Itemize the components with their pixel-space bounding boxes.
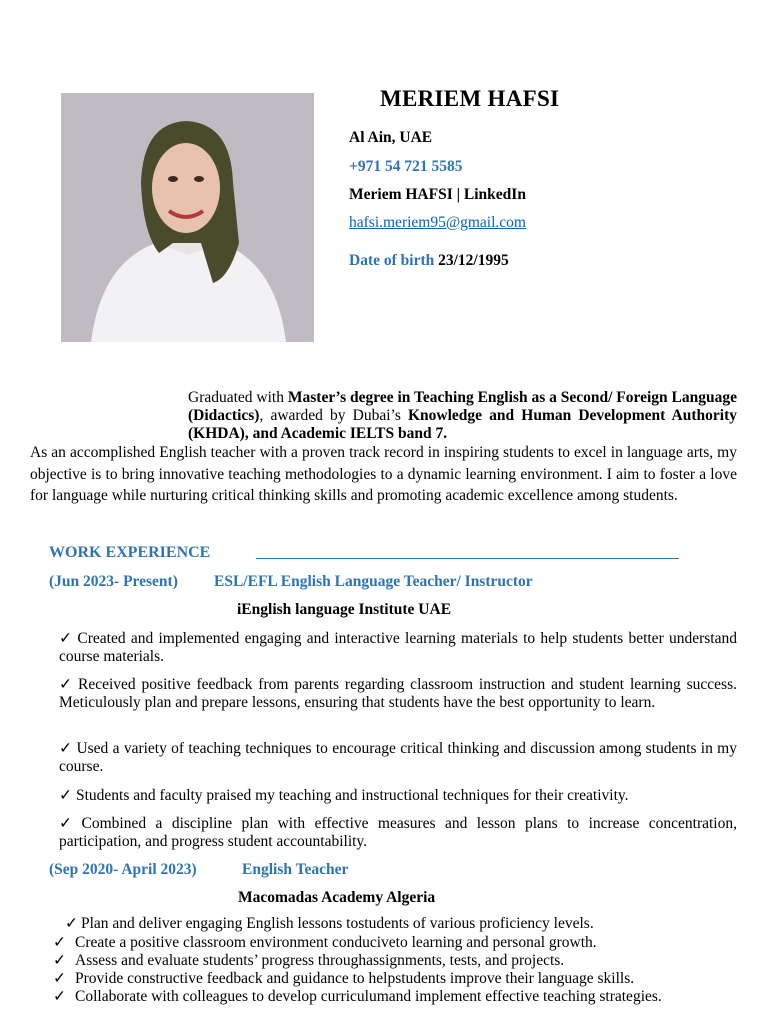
job-period: (Sep 2020- April 2023) — [49, 861, 197, 878]
list-item — [59, 630, 737, 666]
bullet-text: Received positive feedback from parents regarding classroom instruction and student learning success. Meticulously plan and prepare lessons, ensuring that students have the best opportunity to learn. — [59, 676, 737, 711]
checkmark-icon: ✓ — [53, 934, 66, 951]
summary-degree: Master’s degree in Teaching English as a Second/ Foreign Language (Didactics) — [188, 389, 737, 424]
date-of-birth — [349, 252, 509, 270]
dob-label: Date of birth — [349, 252, 435, 269]
bullet-text: Created and implemented engaging and interactive learning materials to help students better understand course materials. — [59, 630, 737, 665]
location: Al Ain, UAE — [349, 129, 433, 146]
list-item — [53, 952, 743, 970]
section-title-work-experience: WORK EXPERIENCE — [49, 544, 211, 561]
bullet-text: Plan and deliver engaging English lessons tostudents of various proficiency levels. — [81, 915, 594, 932]
bullet-text: Create a positive classroom environment conduciveto learning and personal growth. — [75, 934, 597, 951]
bullet-text: Assess and evaluate students’ progress throughassignments, tests, and projects. — [75, 952, 565, 969]
summary-text: Graduated with — [188, 389, 288, 406]
job-title: English Teacher — [242, 861, 349, 878]
bullet-text: Combined a discipline plan with effective measures and lesson plans to increase concentration, participation, and progress student accountability. — [59, 815, 737, 850]
email-link[interactable]: hafsi.meriem95@gmail.com — [349, 214, 526, 231]
section-divider — [256, 558, 679, 559]
list-item — [53, 934, 743, 952]
bullet-text: Students and faculty praised my teaching and instructional techniques for their creativity. — [76, 787, 629, 804]
job-title: ESL/EFL English Language Teacher/ Instructor — [214, 573, 533, 590]
bullet-text: Collaborate with colleagues to develop curriculumand implement effective teaching strategies. — [75, 988, 662, 1005]
linkedin-link[interactable]: Meriem HAFSI | LinkedIn — [349, 186, 526, 203]
job-period: (Jun 2023- Present) — [49, 573, 178, 590]
list-item — [65, 915, 755, 933]
list-item — [59, 676, 737, 712]
checkmark-icon: ✓ — [53, 970, 66, 987]
checkmark-icon: ✓ — [59, 630, 74, 647]
list-item — [59, 740, 737, 776]
summary-text-2: , awarded by Dubai’s — [259, 407, 408, 424]
bullet-text: Provide constructive feedback and guidance to helpstudents improve their language skills. — [75, 970, 635, 987]
checkmark-icon: ✓ — [59, 787, 72, 804]
checkmark-icon: ✓ — [59, 676, 74, 693]
list-item — [53, 970, 743, 988]
list-item — [59, 787, 737, 805]
checkmark-icon: ✓ — [53, 952, 66, 969]
dob-value: 23/12/1995 — [438, 252, 509, 269]
summary-authority: Knowledge and Human Development Authority (KHDA), and Academic IELTS band 7. — [188, 407, 737, 442]
bullet-text: Used a variety of teaching techniques to encourage critical thinking and discussion among students in my course. — [59, 740, 737, 775]
job-organization: Macomadas Academy Algeria — [238, 889, 436, 906]
checkmark-icon: ✓ — [59, 815, 78, 832]
checkmark-icon: ✓ — [65, 915, 78, 932]
checkmark-icon: ✓ — [53, 988, 66, 1005]
checkmark-icon: ✓ — [59, 740, 73, 757]
objective-summary: As an accomplished English teacher with a proven track record in inspiring students to excel in language arts, my objective is to bring innovative teaching methodologies to a dynamic learning environment. I aim to foster a love for language while nurturing critical thinking skills and promoting academic excellence among students. — [30, 444, 737, 504]
list-item — [53, 988, 743, 1006]
phone-number[interactable]: +971 54 721 5585 — [349, 158, 463, 175]
job-organization: iEnglish language Institute UAE — [237, 601, 452, 618]
list-item — [59, 815, 737, 851]
qualification-summary — [188, 389, 737, 443]
candidate-name: MERIEM HAFSI — [380, 86, 560, 111]
profile-photo — [61, 93, 314, 342]
